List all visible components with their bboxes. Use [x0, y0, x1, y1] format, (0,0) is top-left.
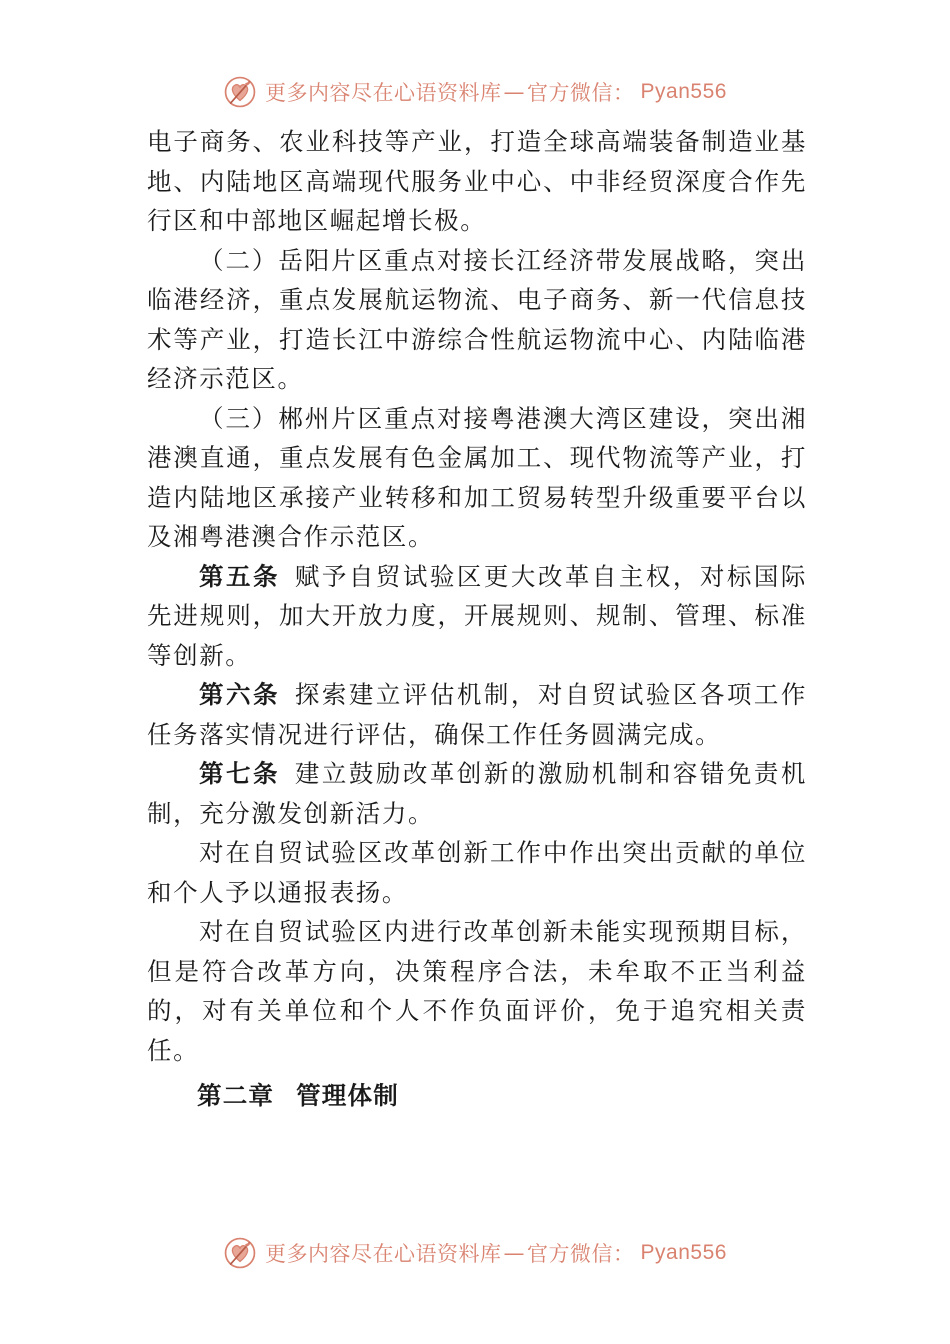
- paragraph-chenzhou: [147, 399, 807, 557]
- watermark-label: 官方微信：: [527, 81, 635, 105]
- paragraph-text: （三）郴州片区重点对接粤港澳大湾区建设，突出湘港澳直通，重点发展有色金属加工、现代物流等产业，打造内陆地区承接产业转移和加工贸易转型升级重要平台以及湘粤港澳合作示范区。: [147, 403, 807, 551]
- chapter-heading: [147, 1076, 807, 1116]
- watermark-footer: [0, 1233, 950, 1273]
- article-text: 建立鼓励改革创新的激励机制和容错免责机制，充分激发创新活力。: [147, 759, 807, 828]
- paragraph-text: 电子商务、农业科技等产业，打造全球高端装备制造业基地、内陆地区高端现代服务业中心、中非经贸深度合作先行区和中部地区崛起增长极。: [147, 127, 807, 235]
- article-5: [147, 557, 807, 676]
- paragraph-continuation: [147, 122, 807, 241]
- watermark-separator: —: [503, 1241, 526, 1265]
- article-text: 赋予自贸试验区更大改革自主权，对标国际先进规则，加大开放力度，开展规则、规制、管理、标准等创新。: [147, 561, 807, 670]
- watermark-header: [0, 72, 950, 112]
- article-number: 第五条: [199, 561, 280, 591]
- paragraph-exemption: [147, 912, 807, 1070]
- watermark-handle: Pyan556: [640, 1241, 727, 1264]
- article-text: 探索建立评估机制，对自贸试验区各项工作任务落实情况进行评估，确保工作任务圆满完成。: [147, 680, 807, 749]
- heart-feather-logo-icon: [223, 1236, 257, 1270]
- paragraph-commendation: [147, 833, 807, 912]
- article-number: 第七条: [199, 759, 280, 788]
- document-body: [147, 122, 807, 1116]
- paragraph-text: 对在自贸试验区改革创新工作中作出突出贡献的单位和个人予以通报表扬。: [147, 838, 807, 907]
- paragraph-text: （二）岳阳片区重点对接长江经济带发展战略，突出临港经济，重点发展航运物流、电子商务、新一代信息技术等产业，打造长江中游综合性航运物流中心、内陆临港经济示范区。: [147, 245, 807, 393]
- article-6: [147, 675, 807, 754]
- article-number: 第六条: [199, 680, 280, 709]
- chapter-title: 管理体制: [296, 1081, 399, 1110]
- article-7: [147, 754, 807, 833]
- chapter-number: 第二章: [197, 1081, 275, 1110]
- paragraph-text: 对在自贸试验区内进行改革创新未能实现预期目标，但是符合改革方向，决策程序合法，未牟取不正当利益的，对有关单位和个人不作负面评价，免于追究相关责任。: [147, 917, 807, 1065]
- watermark-handle: Pyan556: [640, 80, 727, 103]
- watermark-separator: —: [503, 80, 526, 104]
- paragraph-yueyang: [147, 241, 807, 399]
- watermark-text: 更多内容尽在心语资料库: [265, 81, 502, 105]
- watermark-text: 更多内容尽在心语资料库: [265, 1242, 502, 1266]
- watermark-label: 官方微信：: [527, 1242, 635, 1266]
- heart-feather-logo-icon: [223, 75, 257, 109]
